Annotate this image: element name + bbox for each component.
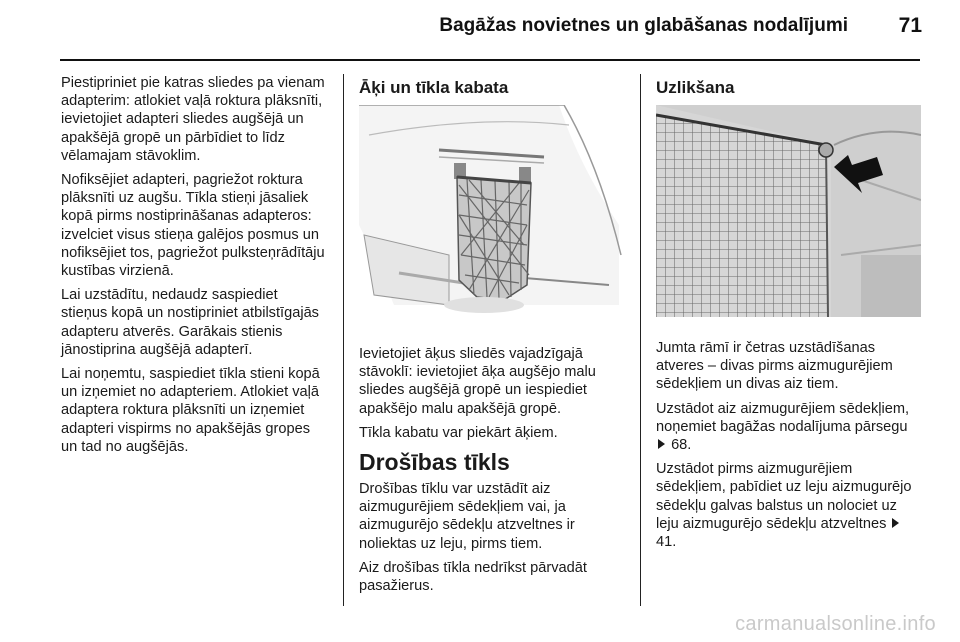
paragraph: Lai uzstādītu, nedaudz saspiediet stieņus kopā un nostipriniet atbilstīgajās adapteru atverēs. Garākais stienis jānostiprina augšējā adapterī. [61,287,319,358]
paragraph: Drošības tīklu var uzstādīt aiz aizmugurējiem sēdekļiem vai, ja aizmugurējo sēdekļu atzveltnes ir noliektas uz leju, pirms tiem. [359,481,575,552]
paragraph: Piestipriniet pie katras sliedes pa vienam adapterim: atlokiet vaļā roktura plāksnīti, ievietojiet adapteri sliedes augšējā un apakšējā gropē un pārbīdiet to līdz vēlamajam stāvoklim. [61,75,325,164]
page-reference-icon [892,518,899,528]
column-middle [359,74,624,601]
figure-hooks-net-pocket [359,105,624,323]
column-right [656,74,921,557]
section-heading-safety-net: Drošības tīkls [359,449,510,476]
column-divider [343,74,344,606]
paragraph: Lai noņemtu, saspiediet tīkla stieni kopā un izņemiet no adapteriem. Atlokiet vaļā adaptera roktura plāksnīti un izņemiet adapteri vispirms no apakšējās gropes un tad no augšējās. [61,366,320,455]
page-title: Bagāžas novietnes un glabāšanas nodalījumi [439,15,848,36]
paragraph-text: Uzstādot pirms aizmugurējiem sēdekļiem, pabīdiet uz leju aizmugurējo sēdekļu galvas balstus un nolociet uz leju aizmugurējo sēdekļu atzveltnes [656,461,912,532]
page-reference[interactable]: 41. [656,534,677,551]
figure-safety-net-fitting [656,105,921,317]
paragraph [656,400,921,455]
paragraph: Aiz drošības tīkla nedrīkst pārvadāt pasažierus. [359,559,587,595]
section-heading-hooks: Āķi un tīkla kabata [359,78,509,97]
watermark: carmanualsonline.info [735,613,936,635]
paragraph: Ievietojiet āķus sliedēs vajadzīgajā stāvoklī: ievietojiet āķa augšējo malu sliedes augšējā gropē un iespiediet apakšējo malu apakšējā gropē. [359,346,596,417]
paragraph: Jumta rāmī ir četras uzstādīšanas atveres – divas pirms aizmugurējiem sēdekļiem un divas aiz tiem. [656,340,893,393]
paragraph-text: Uzstādot aiz aizmugurējiem sēdekļiem, noņemiet bagāžas nodalījuma pārsegu [656,400,910,435]
section-heading-fitting: Uzlikšana [656,78,735,97]
paragraph: Tīkla kabatu var piekārt āķiem. [359,424,558,441]
column-divider [640,74,641,606]
column-left [61,74,326,462]
page-header [0,0,960,62]
page-number: 71 [898,14,922,37]
page-reference[interactable]: 68. [671,437,692,454]
header-rule [60,59,920,61]
paragraph [656,460,921,551]
paragraph: Nofiksējiet adapteri, pagriežot roktura plāksnīti uz augšu. Tīkla stieņi jāsaliek kopā pirms nostiprināšanas adapteros: izvelciet visus stieņa galējos posmus un nofiksējiet tos, pagriežot pulksteņrādītāju kustības virzienā. [61,172,325,280]
page-reference-icon [658,439,665,449]
